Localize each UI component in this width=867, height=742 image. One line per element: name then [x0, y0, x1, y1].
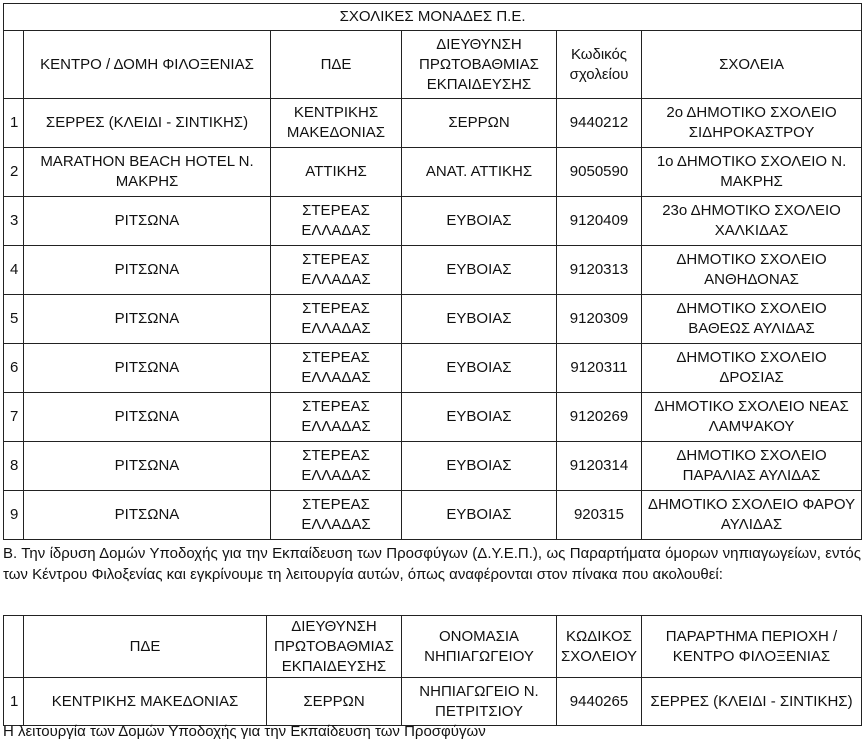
table-row — [4, 678, 862, 726]
cell-n: 1 — [4, 678, 24, 726]
table-title: ΣΧΟΛΙΚΕΣ ΜΟΝΑΔΕΣ Π.Ε. — [4, 4, 862, 31]
header-pde: ΠΔΕ — [24, 616, 267, 678]
cell-pde: ΚΕΝΤΡΙΚΗΣ ΜΑΚΕΔΟΝΙΑΣ — [271, 99, 402, 148]
table-row — [4, 344, 862, 393]
cell-dir: ΕΥΒΟΙΑΣ — [402, 197, 557, 246]
table-row — [4, 99, 862, 148]
header-code: ΚΩΔΙΚΟΣ ΣΧΟΛΕΙΟΥ — [557, 616, 642, 678]
cell-code: 920315 — [557, 491, 642, 540]
cell-center: ΡΙΤΣΩΝΑ — [24, 295, 271, 344]
cell-school: ΔΗΜΟΤΙΚΟ ΣΧΟΛΕΙΟ ΑΝΘΗΔΟΝΑΣ — [642, 246, 862, 295]
cell-center: ΡΙΤΣΩΝΑ — [24, 491, 271, 540]
cell-code: 9120409 — [557, 197, 642, 246]
table-row — [4, 442, 862, 491]
cell-school: ΔΗΜΟΤΙΚΟ ΣΧΟΛΕΙΟ ΔΡΟΣΙΑΣ — [642, 344, 862, 393]
cell-dir: ΕΥΒΟΙΑΣ — [402, 295, 557, 344]
header-number — [4, 31, 24, 99]
cell-school: 2ο ΔΗΜΟΤΙΚΟ ΣΧΟΛΕΙΟ ΣΙΔΗΡΟΚΑΣΤΡΟΥ — [642, 99, 862, 148]
header-directorate: ΔΙΕΥΘΥΝΣΗ ΠΡΩΤΟΒΑΘΜΙΑΣ ΕΚΠΑΙΔΕΥΣΗΣ — [267, 616, 402, 678]
cell-dir: ΑΝΑΤ. ΑΤΤΙΚΗΣ — [402, 148, 557, 197]
cell-dir: ΕΥΒΟΙΑΣ — [402, 442, 557, 491]
cut-off-text-line — [3, 723, 861, 741]
cell-pde: ΣΤΕΡΕΑΣ ΕΛΛΑΔΑΣ — [271, 295, 402, 344]
cell-school: 23ο ΔΗΜΟΤΙΚΟ ΣΧΟΛΕΙΟ ΧΑΛΚΙΔΑΣ — [642, 197, 862, 246]
cell-center: MARATHON BEACH HOTEL Ν. ΜΑΚΡΗΣ — [24, 148, 271, 197]
cell-pde: ΣΤΕΡΕΑΣ ΕΛΛΑΔΑΣ — [271, 246, 402, 295]
cell-code: 9050590 — [557, 148, 642, 197]
paragraph-b: Β. Την ίδρυση Δομών Υποδοχής για την Εκπαίδευση των Προσφύγων (Δ.Υ.Ε.Π.), ως Παραρτήματα όμορων νηπιαγωγείων, εντός των Κέντρου Φιλοξενίας και εγκρίνουμε τη λειτουργία αυτών, όπως αναφέρονται στον πίνακα που ακολουθεί: — [3, 545, 861, 583]
cell-n: 2 — [4, 148, 24, 197]
cell-center: ΡΙΤΣΩΝΑ — [24, 197, 271, 246]
cell-code: 9120309 — [557, 295, 642, 344]
header-name: ΟΝΟΜΑΣΙΑ ΝΗΠΙΑΓΩΓΕΙΟΥ — [402, 616, 557, 678]
cell-school: ΔΗΜΟΤΙΚΟ ΣΧΟΛΕΙΟ ΠΑΡΑΛΙΑΣ ΑΥΛΙΔΑΣ — [642, 442, 862, 491]
table-row — [4, 197, 862, 246]
cell-code: 9120311 — [557, 344, 642, 393]
cell-center: ΣΕΡΡΕΣ (ΚΛΕΙΔΙ - ΣΙΝΤΙΚΗΣ) — [24, 99, 271, 148]
cell-pde: ΣΤΕΡΕΑΣ ΕΛΛΑΔΑΣ — [271, 197, 402, 246]
cell-n: 1 — [4, 99, 24, 148]
header-number — [4, 616, 24, 678]
cell-center: ΡΙΤΣΩΝΑ — [24, 393, 271, 442]
cell-dir: ΕΥΒΟΙΑΣ — [402, 491, 557, 540]
cell-n: 5 — [4, 295, 24, 344]
header-center: ΚΕΝΤΡΟ / ΔΟΜΗ ΦΙΛΟΞΕΝΙΑΣ — [24, 31, 271, 99]
cell-pde: ΣΤΕΡΕΑΣ ΕΛΛΑΔΑΣ — [271, 442, 402, 491]
kindergarten-table — [3, 615, 862, 726]
header-pde: ΠΔΕ — [271, 31, 402, 99]
cell-school: ΔΗΜΟΤΙΚΟ ΣΧΟΛΕΙΟ ΒΑΘΕΩΣ ΑΥΛΙΔΑΣ — [642, 295, 862, 344]
header-schools: ΣΧΟΛΕΙΑ — [642, 31, 862, 99]
header-code: Κωδικός σχολείου — [557, 31, 642, 99]
cell-n: 6 — [4, 344, 24, 393]
schools-table — [3, 3, 862, 540]
cut-off-text: Η λειτουργία των Δομών Υποδοχής για την Εκπαίδευση των Προσφύγων — [3, 723, 486, 740]
table-row — [4, 148, 862, 197]
cell-code: 9120314 — [557, 442, 642, 491]
table-row — [4, 491, 862, 540]
cell-n: 9 — [4, 491, 24, 540]
table-row — [4, 246, 862, 295]
cell-dir: ΣΕΡΡΩΝ — [267, 678, 402, 726]
cell-school: 1ο ΔΗΜΟΤΙΚΟ ΣΧΟΛΕΙΟ Ν. ΜΑΚΡΗΣ — [642, 148, 862, 197]
cell-dir: ΣΕΡΡΩΝ — [402, 99, 557, 148]
cell-pde: ΣΤΕΡΕΑΣ ΕΛΛΑΔΑΣ — [271, 344, 402, 393]
cell-pde: ΣΤΕΡΕΑΣ ΕΛΛΑΔΑΣ — [271, 393, 402, 442]
cell-dir: ΕΥΒΟΙΑΣ — [402, 344, 557, 393]
cell-pde: ΣΤΕΡΕΑΣ ΕΛΛΑΔΑΣ — [271, 491, 402, 540]
cell-code: 9440212 — [557, 99, 642, 148]
cell-center: ΡΙΤΣΩΝΑ — [24, 344, 271, 393]
table-row — [4, 295, 862, 344]
cell-pde: ΑΤΤΙΚΗΣ — [271, 148, 402, 197]
cell-n: 8 — [4, 442, 24, 491]
cell-code: 9120313 — [557, 246, 642, 295]
cell-center: ΡΙΤΣΩΝΑ — [24, 442, 271, 491]
table-row — [4, 393, 862, 442]
cell-dir: ΕΥΒΟΙΑΣ — [402, 393, 557, 442]
header-annex: ΠΑΡΑΡΤΗΜΑ ΠΕΡΙΟΧΗ / ΚΕΝΤΡΟ ΦΙΛΟΞΕΝΙΑΣ — [642, 616, 862, 678]
cell-school: ΔΗΜΟΤΙΚΟ ΣΧΟΛΕΙΟ ΝΕΑΣ ΛΑΜΨΑΚΟΥ — [642, 393, 862, 442]
cell-annex: ΣΕΡΡΕΣ (ΚΛΕΙΔΙ - ΣΙΝΤΙΚΗΣ) — [642, 678, 862, 726]
cell-code: 9440265 — [557, 678, 642, 726]
cell-pde: ΚΕΝΤΡΙΚΗΣ ΜΑΚΕΔΟΝΙΑΣ — [24, 678, 267, 726]
cell-center: ΡΙΤΣΩΝΑ — [24, 246, 271, 295]
cell-code: 9120269 — [557, 393, 642, 442]
cell-dir: ΕΥΒΟΙΑΣ — [402, 246, 557, 295]
cell-n: 7 — [4, 393, 24, 442]
cell-name: ΝΗΠΙΑΓΩΓΕΙΟ Ν. ΠΕΤΡΙΤΣΙΟΥ — [402, 678, 557, 726]
cell-n: 3 — [4, 197, 24, 246]
cell-n: 4 — [4, 246, 24, 295]
header-directorate: ΔΙΕΥΘΥΝΣΗ ΠΡΩΤΟΒΑΘΜΙΑΣ ΕΚΠΑΙΔΕΥΣΗΣ — [402, 31, 557, 99]
cell-school: ΔΗΜΟΤΙΚΟ ΣΧΟΛΕΙΟ ΦΑΡΟΥ ΑΥΛΙΔΑΣ — [642, 491, 862, 540]
